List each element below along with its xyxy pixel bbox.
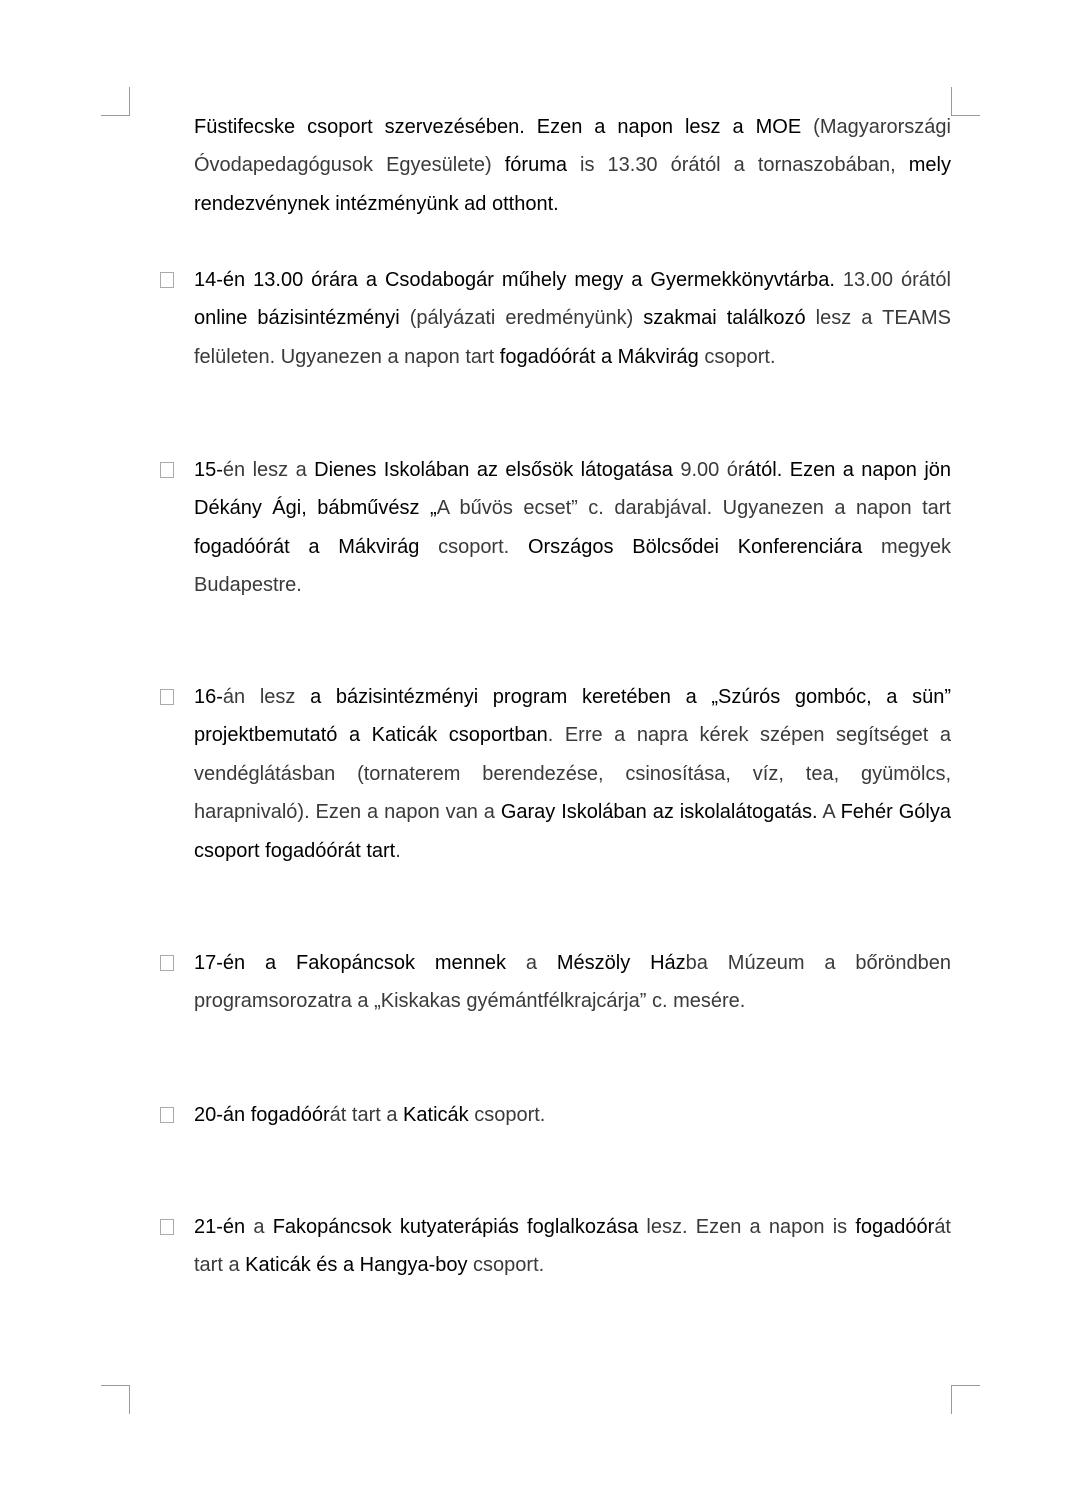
text-span: ba Múzeum a bőröndben programsorozatra a „Kiskakas gyémántfélkrajcárja” c. mesére.	[194, 952, 951, 1013]
text-span: Ezen a napon lesz a MOE	[524, 116, 802, 138]
text-span: Füstifecske csoport szervezésében.	[194, 116, 525, 138]
text-span: Garay Iskolában az iskolalátogatás.	[500, 801, 818, 824]
bullet-icon	[160, 955, 174, 971]
paragraph-14	[194, 261, 951, 376]
text-span: fóruma	[504, 154, 567, 177]
text-span: (Magyarországi Óvodapedagógusok Egyesülete)	[194, 116, 951, 177]
text-span: 16-	[194, 686, 223, 708]
text-span: (pályázati eredményünk)	[399, 307, 644, 330]
paragraph-20	[194, 1096, 951, 1134]
text-span: a	[506, 952, 557, 974]
text-span: át tart a	[329, 1104, 404, 1126]
text-span: Dienes Iskolában az elsősök látogatása	[314, 459, 673, 481]
text-span: szakmai találkozó	[643, 307, 806, 330]
text-span: fogadóórát a Mákvirág	[499, 345, 699, 368]
text-span: csoport.	[698, 345, 776, 368]
text-span: Mészöly Ház	[556, 952, 686, 974]
text-span: án lesz	[222, 686, 311, 708]
bullet-icon	[160, 272, 174, 288]
text-span: 9.00 ór	[672, 459, 745, 481]
text-span: Katicák és a Hangya-boy	[245, 1254, 468, 1277]
text-span: A	[817, 801, 841, 824]
crop-mark-top-left	[101, 87, 130, 116]
text-span: csoport.	[468, 1104, 546, 1126]
text-span: fogadóórát a Mákvirág	[194, 535, 420, 558]
text-span: mely rendezvénynek intézményünk ad otthont.	[194, 154, 951, 215]
text-span: a	[245, 1216, 273, 1238]
text-span: lesz. Ezen a napon is	[638, 1216, 856, 1238]
text-span: a bázisintézményi program keretében a „Szúrós gombóc, a sün” projektbemutató a Katicák csoportban	[194, 686, 951, 747]
text-span: megyek Budapestre.	[194, 535, 951, 597]
text-span: ától. Ezen a napon jön Dékány Ági, bábművész „	[194, 459, 952, 520]
text-span: Katicák	[403, 1104, 469, 1126]
text-span: is 13.30 órától a tornaszobában,	[566, 154, 909, 177]
text-span: 13.00 órától	[834, 269, 951, 291]
crop-mark-top-right	[951, 87, 980, 116]
text-span: fogadóór	[855, 1216, 935, 1238]
text-span: .	[395, 839, 401, 862]
text-span: 21-én	[194, 1216, 246, 1238]
text-span: én lesz a	[222, 459, 315, 481]
crop-mark-bottom-right	[951, 1385, 980, 1414]
text-span: lesz a TEAMS felületen. Ugyanezen a napon tart	[194, 307, 951, 368]
paragraph-16	[194, 678, 951, 870]
paragraph-21	[194, 1208, 951, 1285]
text-span: online bázisintézményi	[194, 307, 400, 330]
paragraph-15	[194, 451, 951, 605]
paragraph-17	[194, 944, 951, 1021]
text-span: csoport.	[419, 535, 528, 558]
text-span: Fehér Gólya csoport fogadóórát tart	[194, 801, 951, 862]
text-span: csoport.	[467, 1254, 545, 1277]
crop-mark-bottom-left	[101, 1385, 130, 1414]
text-span: át tart a	[194, 1216, 951, 1277]
text-span: 14-én 13.00 órára a Csodabogár műhely megy a Gyermekkönyvtárba.	[194, 269, 835, 291]
text-span: . Erre a napra kérek szépen segítséget a vendéglátásban (tornaterem berendezése, csinosítása, víz, tea, gyümölcs, harapnivaló). Ezen a napon van a	[194, 724, 951, 824]
text-span: Országos Bölcsődei Konferenciára	[527, 535, 863, 558]
bullet-icon	[160, 462, 174, 478]
bullet-icon	[160, 1107, 174, 1123]
text-span: A bűvös ecset” c. darabjával. Ugyanezen a napon tart	[436, 497, 951, 520]
text-span: 20-án fogadóór	[194, 1104, 330, 1126]
text-span: Fakopáncsok kutyaterápiás foglalkozása	[272, 1216, 639, 1238]
bullet-icon	[160, 1219, 174, 1235]
paragraph-continuation	[194, 108, 951, 223]
text-span: 15-	[194, 459, 223, 481]
text-span: 17-én a Fakopáncsok mennek	[194, 952, 506, 974]
bullet-icon	[160, 689, 174, 705]
